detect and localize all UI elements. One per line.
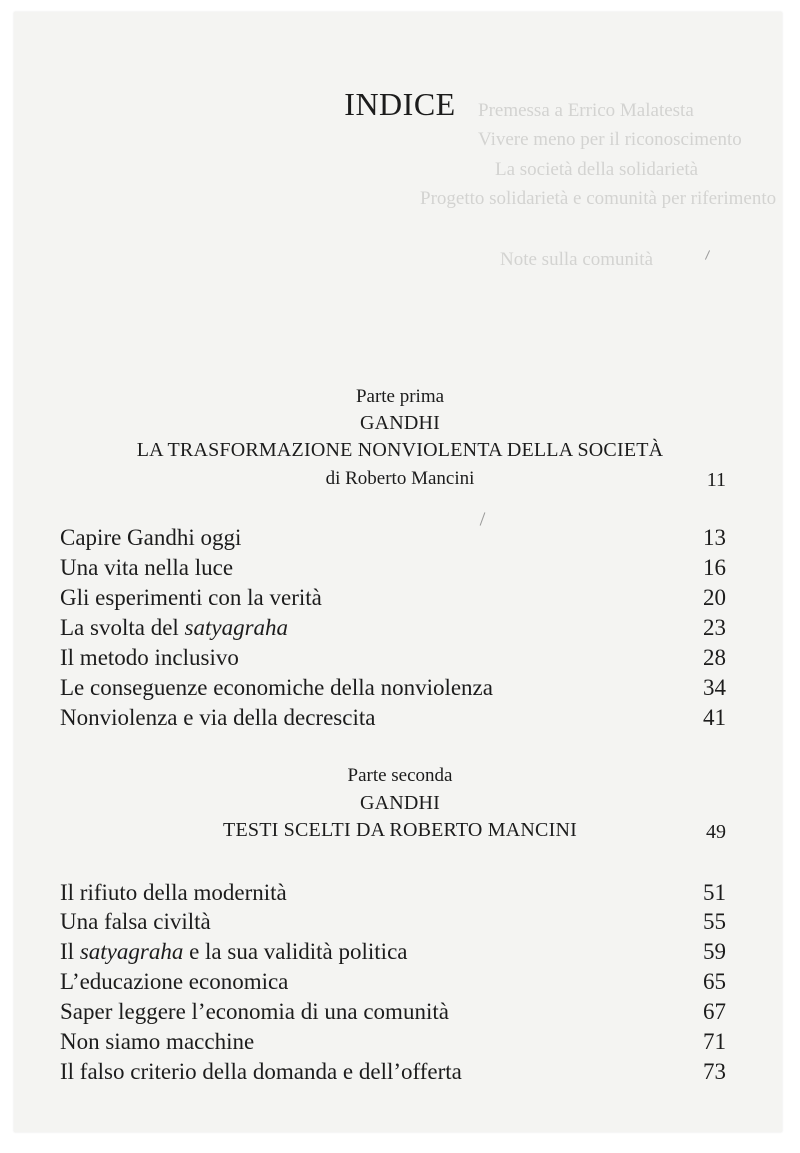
toc-entry[interactable]	[60, 1060, 726, 1083]
part2-label: Parte seconda	[347, 765, 453, 786]
toc-entry-title: La svolta del satyagraha	[60, 615, 289, 640]
toc-entry[interactable]	[60, 526, 726, 549]
toc-entry-page: 20	[703, 585, 726, 610]
toc-entry[interactable]	[60, 881, 726, 904]
toc-entry[interactable]	[60, 676, 726, 699]
toc-entry-page: 13	[703, 525, 726, 550]
part1-author: di Roberto Mancini	[325, 468, 475, 489]
bleed-through-line: La società della solidarietà	[495, 159, 699, 180]
toc-entry-page: 65	[703, 969, 726, 994]
toc-entry-title: L’educazione economica	[60, 969, 289, 994]
toc-entry[interactable]	[60, 1030, 726, 1053]
part2-subheading: TESTI SCELTI DA ROBERTO MANCINI	[223, 819, 577, 841]
toc-entry-title: Capire Gandhi oggi	[60, 525, 242, 550]
toc-entry-title: Una vita nella luce	[60, 555, 234, 580]
toc-entry-page: 23	[703, 615, 726, 640]
bleed-through-line: Vivere meno per il riconoscimento	[478, 129, 742, 150]
toc-entry-title: Saper leggere l’economia di una comunità	[60, 999, 449, 1024]
toc-entry-page: 28	[703, 645, 726, 670]
toc-entry[interactable]	[60, 646, 726, 669]
toc-entry-title: Nonviolenza e via della decrescita	[60, 705, 376, 730]
toc-entry[interactable]	[60, 616, 726, 639]
toc-entry[interactable]	[60, 940, 726, 963]
toc-entry-title: Una falsa civiltà	[60, 909, 211, 934]
toc-entry[interactable]	[60, 970, 726, 993]
toc-entry-page: 16	[703, 555, 726, 580]
page-title: INDICE	[344, 86, 456, 122]
toc-entry-page: 59	[703, 939, 726, 964]
toc-entry-title: Il falso criterio della domanda e dell’offerta	[60, 1059, 462, 1084]
part1-heading: GANDHI	[359, 412, 441, 434]
toc-entry-title: Gli esperimenti con la verità	[60, 585, 322, 610]
toc-entry-page: 73	[703, 1059, 726, 1084]
toc-entry-page: 71	[703, 1029, 726, 1054]
bleed-through-line: Progetto solidarietà e comunità per riferimento	[420, 188, 777, 209]
toc-entry-page: 67	[703, 999, 726, 1024]
toc-entry-title: Non siamo macchine	[60, 1029, 255, 1054]
toc-entry-title: Il satyagraha e la sua validità politica	[60, 939, 408, 964]
toc-entry-page: 51	[703, 880, 726, 905]
part1-subheading: LA TRASFORMAZIONE NONVIOLENTA DELLA SOCIETÀ	[136, 439, 664, 461]
toc-entry[interactable]	[60, 586, 726, 609]
part1-label: Parte prima	[355, 386, 445, 407]
toc-entry-title: Il rifiuto della modernità	[60, 880, 287, 905]
toc-entry[interactable]	[60, 1000, 726, 1023]
toc-entry-title: Il metodo inclusivo	[60, 645, 239, 670]
part2-heading: GANDHI	[359, 792, 441, 814]
toc-entry-title: Le conseguenze economiche della nonviolenza	[60, 675, 493, 700]
bleed-through-line: Note sulla comunità	[500, 249, 654, 270]
bleed-through-line: Premessa a Errico Malatesta	[478, 100, 694, 121]
part2-heading-page: 49	[706, 821, 726, 843]
toc-entry[interactable]	[60, 910, 726, 933]
toc-entry-page: 34	[703, 675, 726, 700]
toc-entry[interactable]	[60, 706, 726, 729]
toc-entry-page: 55	[703, 909, 726, 934]
part1-author-page: 11	[706, 469, 726, 491]
toc-entry-page: 41	[703, 705, 726, 730]
toc-entry[interactable]	[60, 556, 726, 579]
